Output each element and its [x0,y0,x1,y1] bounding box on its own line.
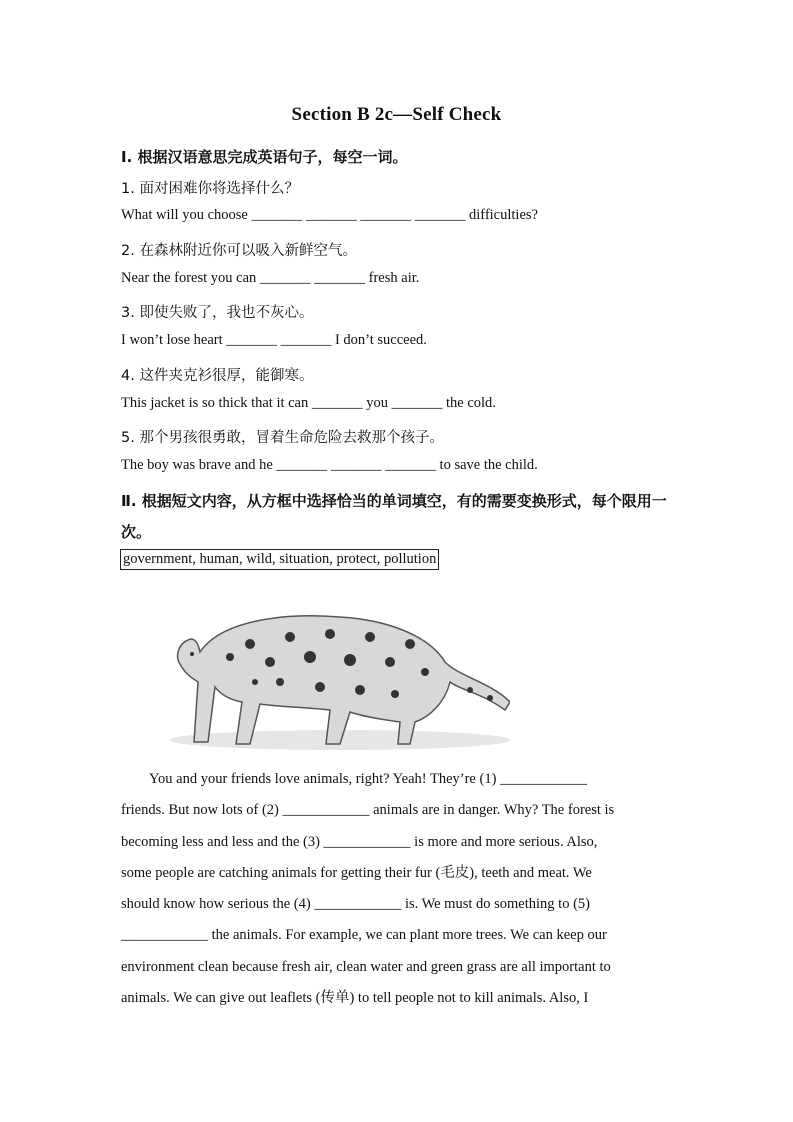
leopard-illustration-icon [160,582,510,757]
passage-line: animals. We can give out leaflets (传单) to tell people not to kill animals. Also, I [121,990,589,1007]
word-box: government, human, wild, situation, protect, pollution [120,549,439,570]
passage-line: some people are catching animals for getting their fur (毛皮), teeth and meat. We [121,864,592,881]
question-2-english: Near the forest you can _______ _______ fresh air. [121,270,420,286]
passage-line: environment clean because fresh air, clean water and green grass are all important to [121,958,611,975]
passage-line: ____________ the animals. For example, we can plant more trees. We can keep our [121,927,607,944]
part1-heading: Ⅰ. 根据汉语意思完成英语句子，每空一词。 [121,148,408,166]
question-3-chinese: 3. 即使失败了，我也不灰心。 [121,305,314,321]
passage-line: should know how serious the (4) ____________ is. We must do something to (5) [121,896,590,913]
page-title: Section B 2c—Self Check [291,104,502,125]
question-4-english: This jacket is so thick that it can _______ you _______ the cold. [121,395,496,411]
reading-passage [121,764,669,1014]
question-3-english: I won’t lose heart _______ _______ I don’t succeed. [121,332,427,348]
question-5-english: The boy was brave and he _______ _______ _______ to save the child. [121,457,538,473]
passage-line: You and your friends love animals, right? Yeah! They’re (1) ____________ [149,771,588,787]
question-5-chinese: 5. 那个男孩很勇敢，冒着生命危险去救那个孩子。 [121,430,444,446]
passage-line: friends. But now lots of (2) ____________ animals are in danger. Why? The forest is [121,802,615,819]
question-1-chinese: 1. 面对困难你将选择什么？ [121,181,299,197]
passage-line: becoming less and less and the (3) ____________ is more and more serious. Also, [121,833,598,850]
question-2-chinese: 2. 在森林附近你可以吸入新鲜空气。 [121,243,357,259]
question-1-english: What will you choose _______ _______ _______ _______ difficulties? [121,207,538,223]
question-4-chinese: 4. 这件夹克衫很厚，能御寒。 [121,368,314,384]
part2-heading: Ⅱ. 根据短文内容，从方框中选择恰当的单词填空，有的需要变换形式，每个限用一次。 [121,492,667,541]
